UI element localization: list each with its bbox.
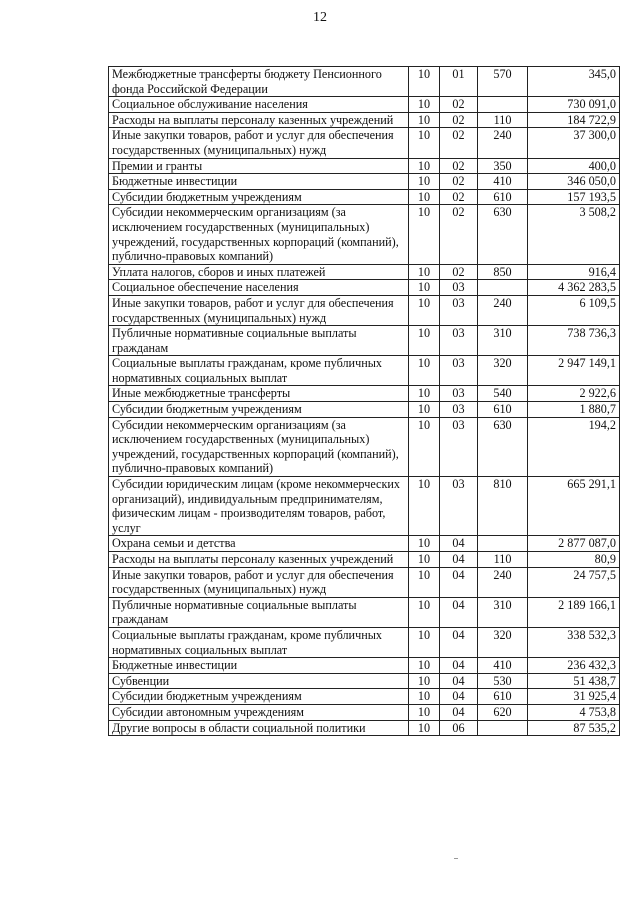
row-name: Социальное обслуживание населения (109, 97, 409, 113)
row-expense-type-code: 410 (478, 174, 528, 190)
row-amount: 194,2 (528, 417, 620, 476)
row-amount: 3 508,2 (528, 205, 620, 264)
row-section-code: 10 (409, 295, 440, 325)
row-expense-type-code: 110 (478, 552, 528, 568)
row-name: Социальное обеспечение населения (109, 280, 409, 296)
row-section-code: 10 (409, 477, 440, 536)
row-expense-type-code: 240 (478, 295, 528, 325)
row-subsection-code: 04 (440, 704, 478, 720)
row-subsection-code: 02 (440, 205, 478, 264)
row-amount: 31 925,4 (528, 689, 620, 705)
page-number: 12 (313, 10, 327, 25)
row-name: Социальные выплаты гражданам, кроме публичных нормативных социальных выплат (109, 627, 409, 657)
row-amount: 345,0 (528, 67, 620, 97)
row-section-code: 10 (409, 402, 440, 418)
table-row (109, 128, 620, 158)
row-amount: 400,0 (528, 158, 620, 174)
row-name: Бюджетные инвестиции (109, 174, 409, 190)
row-subsection-code: 04 (440, 689, 478, 705)
row-expense-type-code (478, 280, 528, 296)
row-name: Иные межбюджетные трансферты (109, 386, 409, 402)
row-amount: 157 193,5 (528, 189, 620, 205)
row-section-code: 10 (409, 174, 440, 190)
row-name: Премии и гранты (109, 158, 409, 174)
row-name: Иные закупки товаров, работ и услуг для обеспечения государственных (муниципальных) нужд (109, 567, 409, 597)
row-subsection-code: 04 (440, 552, 478, 568)
row-name: Уплата налогов, сборов и иных платежей (109, 264, 409, 280)
row-section-code: 10 (409, 720, 440, 736)
row-section-code: 10 (409, 205, 440, 264)
row-section-code: 10 (409, 264, 440, 280)
table-row (109, 97, 620, 113)
row-amount: 738 736,3 (528, 326, 620, 356)
row-expense-type-code: 310 (478, 597, 528, 627)
row-subsection-code: 02 (440, 189, 478, 205)
row-name: Субсидии автономным учреждениям (109, 704, 409, 720)
row-section-code: 10 (409, 280, 440, 296)
row-subsection-code: 04 (440, 597, 478, 627)
row-expense-type-code: 850 (478, 264, 528, 280)
budget-table (108, 66, 620, 736)
table-row (109, 597, 620, 627)
row-section-code: 10 (409, 67, 440, 97)
row-amount: 1 880,7 (528, 402, 620, 418)
table-row (109, 552, 620, 568)
row-name: Расходы на выплаты персоналу казенных учреждений (109, 552, 409, 568)
row-amount: 24 757,5 (528, 567, 620, 597)
row-name: Расходы на выплаты персоналу казенных учреждений (109, 112, 409, 128)
row-amount: 665 291,1 (528, 477, 620, 536)
row-subsection-code: 03 (440, 280, 478, 296)
row-section-code: 10 (409, 673, 440, 689)
table-row (109, 189, 620, 205)
row-name: Охрана семьи и детства (109, 536, 409, 552)
row-expense-type-code: 350 (478, 158, 528, 174)
row-subsection-code: 06 (440, 720, 478, 736)
row-expense-type-code: 810 (478, 477, 528, 536)
row-subsection-code: 03 (440, 417, 478, 476)
row-section-code: 10 (409, 386, 440, 402)
row-section-code: 10 (409, 658, 440, 674)
row-section-code: 10 (409, 627, 440, 657)
row-amount: 916,4 (528, 264, 620, 280)
row-section-code: 10 (409, 356, 440, 386)
row-expense-type-code: 540 (478, 386, 528, 402)
row-expense-type-code (478, 536, 528, 552)
table-row (109, 720, 620, 736)
row-amount: 2 189 166,1 (528, 597, 620, 627)
table-row (109, 174, 620, 190)
row-amount: 346 050,0 (528, 174, 620, 190)
row-section-code: 10 (409, 417, 440, 476)
row-subsection-code: 03 (440, 356, 478, 386)
row-section-code: 10 (409, 326, 440, 356)
row-subsection-code: 04 (440, 567, 478, 597)
row-expense-type-code: 620 (478, 704, 528, 720)
row-amount: 4 362 283,5 (528, 280, 620, 296)
row-expense-type-code: 240 (478, 567, 528, 597)
row-name: Субвенции (109, 673, 409, 689)
row-expense-type-code: 320 (478, 356, 528, 386)
row-expense-type-code: 310 (478, 326, 528, 356)
scan-mark (454, 858, 458, 859)
row-amount: 184 722,9 (528, 112, 620, 128)
table-row (109, 567, 620, 597)
row-name: Другие вопросы в области социальной политики (109, 720, 409, 736)
row-subsection-code: 03 (440, 402, 478, 418)
table-row (109, 536, 620, 552)
row-name: Бюджетные инвестиции (109, 658, 409, 674)
table-row (109, 205, 620, 264)
row-subsection-code: 02 (440, 97, 478, 113)
row-name: Публичные нормативные социальные выплаты гражданам (109, 597, 409, 627)
table-row (109, 264, 620, 280)
table-row (109, 402, 620, 418)
row-amount: 87 535,2 (528, 720, 620, 736)
row-expense-type-code: 570 (478, 67, 528, 97)
row-subsection-code: 03 (440, 295, 478, 325)
row-amount: 338 532,3 (528, 627, 620, 657)
row-section-code: 10 (409, 567, 440, 597)
row-name: Иные закупки товаров, работ и услуг для обеспечения государственных (муниципальных) нужд (109, 128, 409, 158)
row-subsection-code: 04 (440, 658, 478, 674)
row-subsection-code: 03 (440, 386, 478, 402)
table-row (109, 326, 620, 356)
row-amount: 37 300,0 (528, 128, 620, 158)
row-name: Субсидии юридическим лицам (кроме некоммерческих организаций), индивидуальным предпринимателям, физическим лицам - производителям товаров, работ, услуг (109, 477, 409, 536)
row-name: Субсидии бюджетным учреждениям (109, 189, 409, 205)
row-subsection-code: 01 (440, 67, 478, 97)
table-row (109, 689, 620, 705)
row-amount: 51 438,7 (528, 673, 620, 689)
row-subsection-code: 02 (440, 264, 478, 280)
row-name: Публичные нормативные социальные выплаты гражданам (109, 326, 409, 356)
row-section-code: 10 (409, 689, 440, 705)
budget-table-body (109, 67, 620, 736)
row-name: Субсидии некоммерческим организациям (за исключением государственных (муниципальных) учреждений, государственных корпораций (компаний), публично-правовых компаний) (109, 417, 409, 476)
row-expense-type-code (478, 720, 528, 736)
row-section-code: 10 (409, 536, 440, 552)
table-row (109, 158, 620, 174)
row-name: Социальные выплаты гражданам, кроме публичных нормативных социальных выплат (109, 356, 409, 386)
row-section-code: 10 (409, 552, 440, 568)
row-expense-type-code: 630 (478, 205, 528, 264)
row-name: Субсидии бюджетным учреждениям (109, 402, 409, 418)
row-amount: 2 877 087,0 (528, 536, 620, 552)
row-amount: 2 947 149,1 (528, 356, 620, 386)
row-amount: 236 432,3 (528, 658, 620, 674)
row-expense-type-code: 610 (478, 402, 528, 418)
row-subsection-code: 04 (440, 536, 478, 552)
table-row (109, 673, 620, 689)
row-subsection-code: 03 (440, 477, 478, 536)
row-amount: 80,9 (528, 552, 620, 568)
row-name: Иные закупки товаров, работ и услуг для обеспечения государственных (муниципальных) нужд (109, 295, 409, 325)
row-expense-type-code: 110 (478, 112, 528, 128)
table-row (109, 417, 620, 476)
row-subsection-code: 02 (440, 174, 478, 190)
table-row (109, 704, 620, 720)
row-amount: 730 091,0 (528, 97, 620, 113)
row-section-code: 10 (409, 704, 440, 720)
table-row (109, 280, 620, 296)
row-name: Субсидии бюджетным учреждениям (109, 689, 409, 705)
row-name: Субсидии некоммерческим организациям (за исключением государственных (муниципальных) учреждений, государственных корпораций (компаний), публично-правовых компаний) (109, 205, 409, 264)
table-row (109, 477, 620, 536)
row-subsection-code: 03 (440, 326, 478, 356)
row-name: Межбюджетные трансферты бюджету Пенсионного фонда Российской Федерации (109, 67, 409, 97)
row-subsection-code: 04 (440, 627, 478, 657)
row-subsection-code: 02 (440, 128, 478, 158)
table-row (109, 295, 620, 325)
row-subsection-code: 02 (440, 112, 478, 128)
row-expense-type-code: 630 (478, 417, 528, 476)
row-expense-type-code: 320 (478, 627, 528, 657)
table-row (109, 112, 620, 128)
row-section-code: 10 (409, 189, 440, 205)
row-expense-type-code (478, 97, 528, 113)
row-expense-type-code: 610 (478, 189, 528, 205)
row-section-code: 10 (409, 97, 440, 113)
row-section-code: 10 (409, 112, 440, 128)
table-row (109, 627, 620, 657)
row-subsection-code: 04 (440, 673, 478, 689)
row-section-code: 10 (409, 128, 440, 158)
row-expense-type-code: 530 (478, 673, 528, 689)
table-row (109, 356, 620, 386)
row-subsection-code: 02 (440, 158, 478, 174)
table-row (109, 67, 620, 97)
row-amount: 6 109,5 (528, 295, 620, 325)
row-expense-type-code: 610 (478, 689, 528, 705)
table-row (109, 386, 620, 402)
row-amount: 4 753,8 (528, 704, 620, 720)
row-section-code: 10 (409, 597, 440, 627)
row-expense-type-code: 410 (478, 658, 528, 674)
row-section-code: 10 (409, 158, 440, 174)
table-row (109, 658, 620, 674)
row-expense-type-code: 240 (478, 128, 528, 158)
row-amount: 2 922,6 (528, 386, 620, 402)
